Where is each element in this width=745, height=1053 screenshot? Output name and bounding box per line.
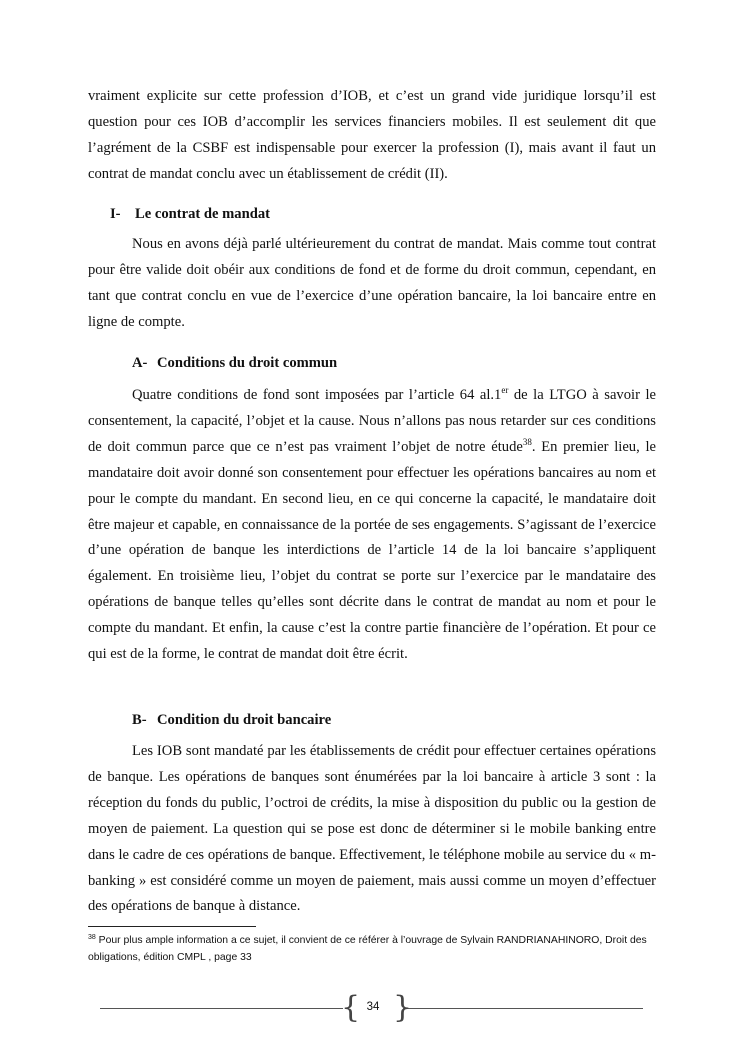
section-1-heading [110, 204, 270, 224]
footer-line-left [100, 1008, 343, 1009]
subsection-b-number: B- [132, 712, 147, 728]
subsection-a-text-1: Quatre conditions de fond sont imposées par l’article 64 al.1 [132, 387, 502, 403]
footer-brace-right: } [393, 990, 413, 1025]
subsection-b-title: Condition du droit bancaire [157, 712, 332, 728]
subsection-a-title: Conditions du droit commun [157, 355, 338, 371]
intro-paragraph: vraiment explicite sur cette profession d’IOB, et c’est un grand vide juridique lorsqu’il est question pour ces IOB d’accomplir les services financiers mobiles. Il est seulement dit que l’agrément de la CSBF est indispensable pour exercer la profession (I), mais avant il faut un contrat de mandat conclu avec un établissement de crédit (II). [88, 88, 656, 182]
subsection-a-paragraph [88, 383, 656, 668]
footnote-separator [88, 926, 256, 927]
footnote [88, 932, 658, 966]
section-1-paragraph: Nous en avons déjà parlé ultérieurement du contrat de mandat. Mais comme tout contrat pour être valide doit obéir aux conditions de fond et de forme du droit commun, cependant, en tant que contrat conclu en vue de l’exercice d’une opération bancaire, la loi bancaire entre en ligne de compte. [88, 236, 656, 330]
superscript-er: er [501, 385, 509, 395]
subsection-a-text-2: de la LTGO à savoir le consentement, la capacité, l’objet et la cause. Nous n’allons pas nous retarder sur ces conditions de doit commun parce que ce n’est pas vraiment l’objet de notre étude [88, 387, 656, 455]
subsection-b-paragraph: Les IOB sont mandaté par les établissements de crédit pour effectuer certaines opérations de banque. Les opérations de banques sont énumérées par la loi bancaire à article 3 sont : la réception du fonds du public, l’octroi de crédits, la mise à disposition du public ou la gestion de moyen de paiement. La question qui se pose est donc de déterminer si le mobile banking entre dans le cadre de ces opérations de banque. Effectivement, le téléphone mobile au service du « m-banking » est considéré comme un moyen de paiement, mais aussi comme un moyen d’effectuer des opérations de banque à distance. [88, 743, 656, 915]
subsection-b-heading [132, 710, 331, 730]
subsection-a-paragraph-block [88, 383, 656, 668]
subsection-a-text-3: . En premier lieu, le mandataire doit avoir donné son consentement pour effectuer les opérations bancaires au nom et pour le compte du mandant. En second lieu, en ce qui concerne la capacité, le mandataire doit être majeur et capable, en connaissance de la portée de ses engagements. S’agissant de l’exercice d’une opération de banque les interdictions de l’article 14 de la loi bancaire s’appliquent également. En troisième lieu, l’objet du contrat se porte sur l’exercice par le mandataire des opérations de banque telles qu’elles sont décrite dans le contrat de mandat au nom et pour le compte du mandant. Et enfin, la cause c’est la contre partie financière de l’opération. Et pour ce qui est de la forme, le contrat de mandat doit être écrit. [88, 438, 656, 663]
footnote-ref-38[interactable]: 38 [522, 436, 532, 447]
section-1-paragraph-block [88, 232, 656, 336]
footnote-text: Pour plus ample information a ce sujet, il convient de ce référer à l’ouvrage de Sylvain RANDRIANAHINORO, Droit des obligations, édition CMPL , page 33 [88, 935, 647, 963]
footnote-marker: 38 [88, 934, 96, 941]
section-1-title: Le contrat de mandat [135, 206, 270, 222]
footer-line-right [403, 1008, 643, 1009]
subsection-a-number: A- [132, 355, 148, 371]
footer-brace-left: { [341, 990, 361, 1025]
page-number: 34 [366, 1001, 380, 1013]
section-1-number: I- [110, 206, 121, 222]
subsection-a-heading [132, 353, 337, 373]
subsection-b-paragraph-block [88, 739, 656, 920]
intro-paragraph-block [88, 84, 656, 188]
